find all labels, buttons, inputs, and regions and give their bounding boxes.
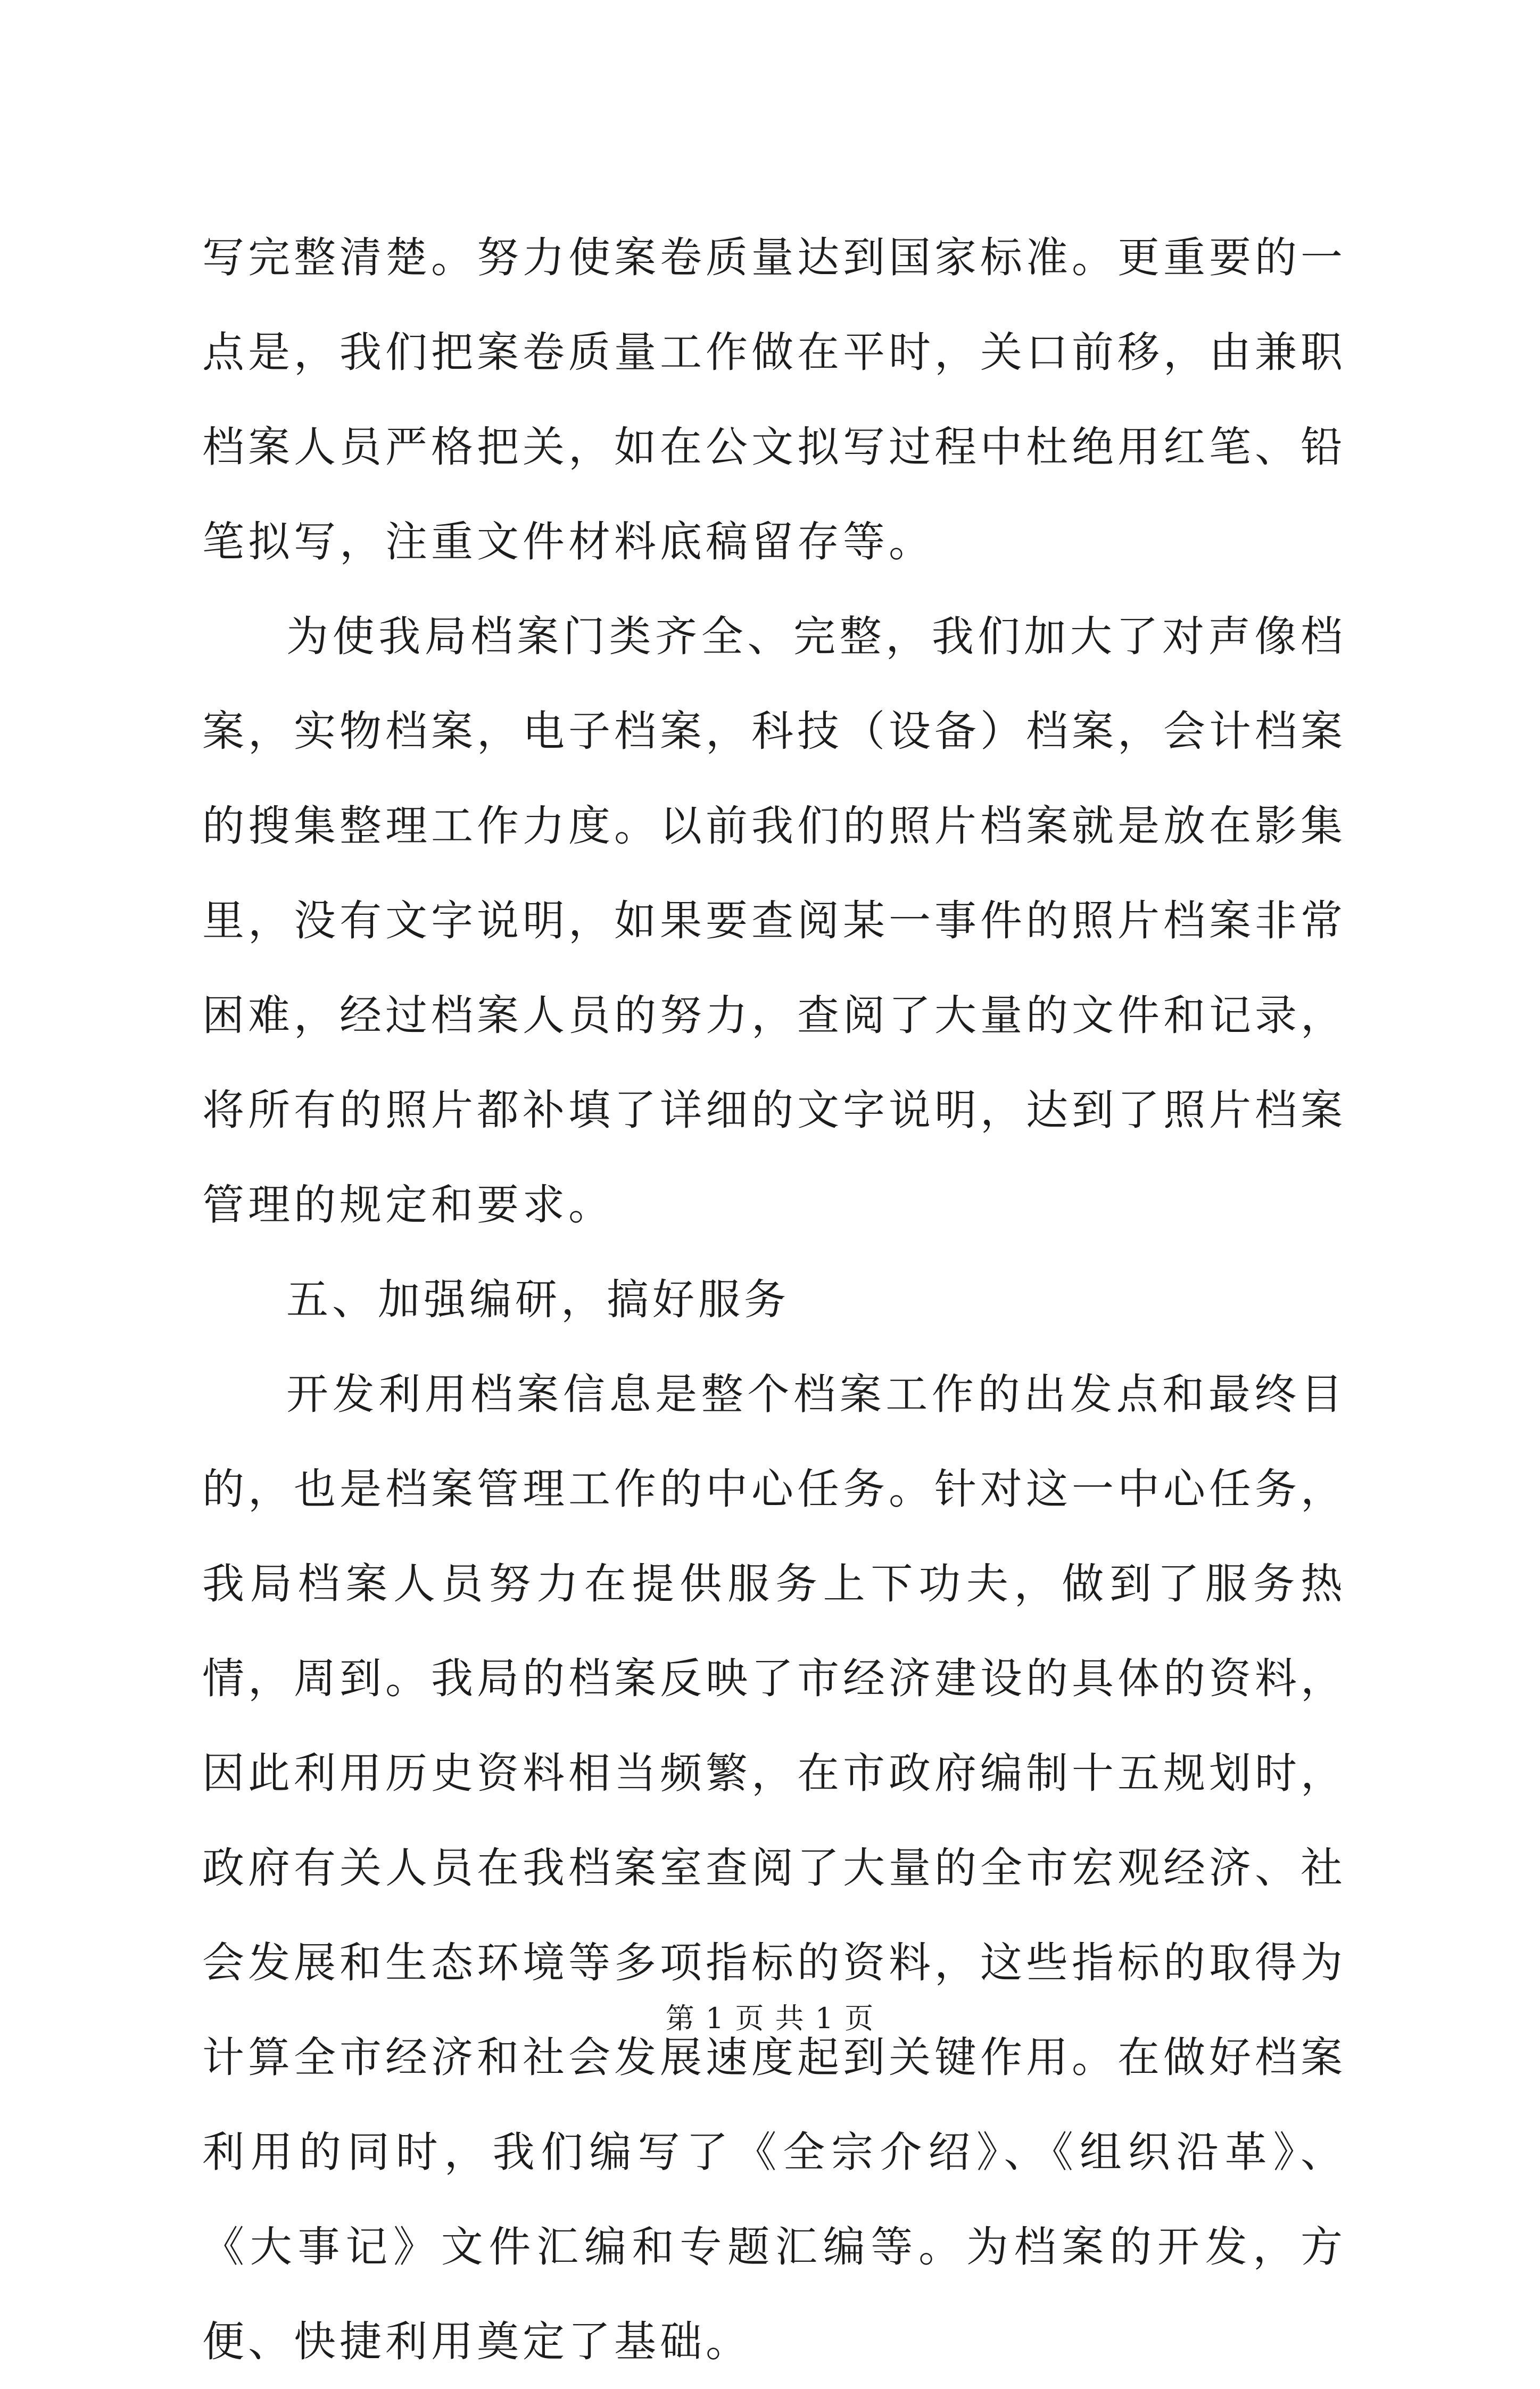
page-footer: 第 1 页 共 1 页 bbox=[665, 2002, 875, 2035]
paragraph-archive-categories: 为使我局档案门类齐全、完整，我们加大了对声像档案，实物档案，电子档案，科技（设备）档案，会计档案的搜集整理工作力度。以前我们的照片档案就是放在影集里，没有文字说明，如果要查阅某一事件的照片档案非常困难，经过档案人员的努力，查阅了大量的文件和记录，将所有的照片都补填了详细的文字说明，达到了照片档案管理的规定和要求。 bbox=[202, 612, 1346, 1229]
paragraph-continuation: 写完整清楚。努力使案卷质量达到国家标准。更重要的一点是，我们把案卷质量工作做在平时，关口前移，由兼职档案人员严格把关，如在公文拟写过程中杜绝用红笔、铅笔拟写，注重文件材料底稿留存等。 bbox=[202, 233, 1346, 566]
section-heading: 五、加强编研，搞好服务 bbox=[286, 1275, 790, 1324]
document-body bbox=[202, 210, 1346, 2389]
paragraph-archive-utilization: 开发利用档案信息是整个档案工作的出发点和最终目的，也是档案管理工作的中心任务。针对这一中心任务，我局档案人员努力在提供服务上下功夫，做到了服务热情，周到。我局的档案反映了市经济建设的具体的资料，因此利用历史资料相当频繁，在市政府编制十五规划时，政府有关人员在我档案室查阅了大量的全市宏观经济、社会发展和生态环境等多项指标的资料，这些指标的取得为计算全市经济和社会发展速度起到关键作用。在做好档案利用的同时，我们编写了《全宗介绍》、《组织沿革》、《大事记》文件汇编和专题汇编等。为档案的开发，方便、快捷利用奠定了基础。 bbox=[202, 1370, 1346, 2366]
